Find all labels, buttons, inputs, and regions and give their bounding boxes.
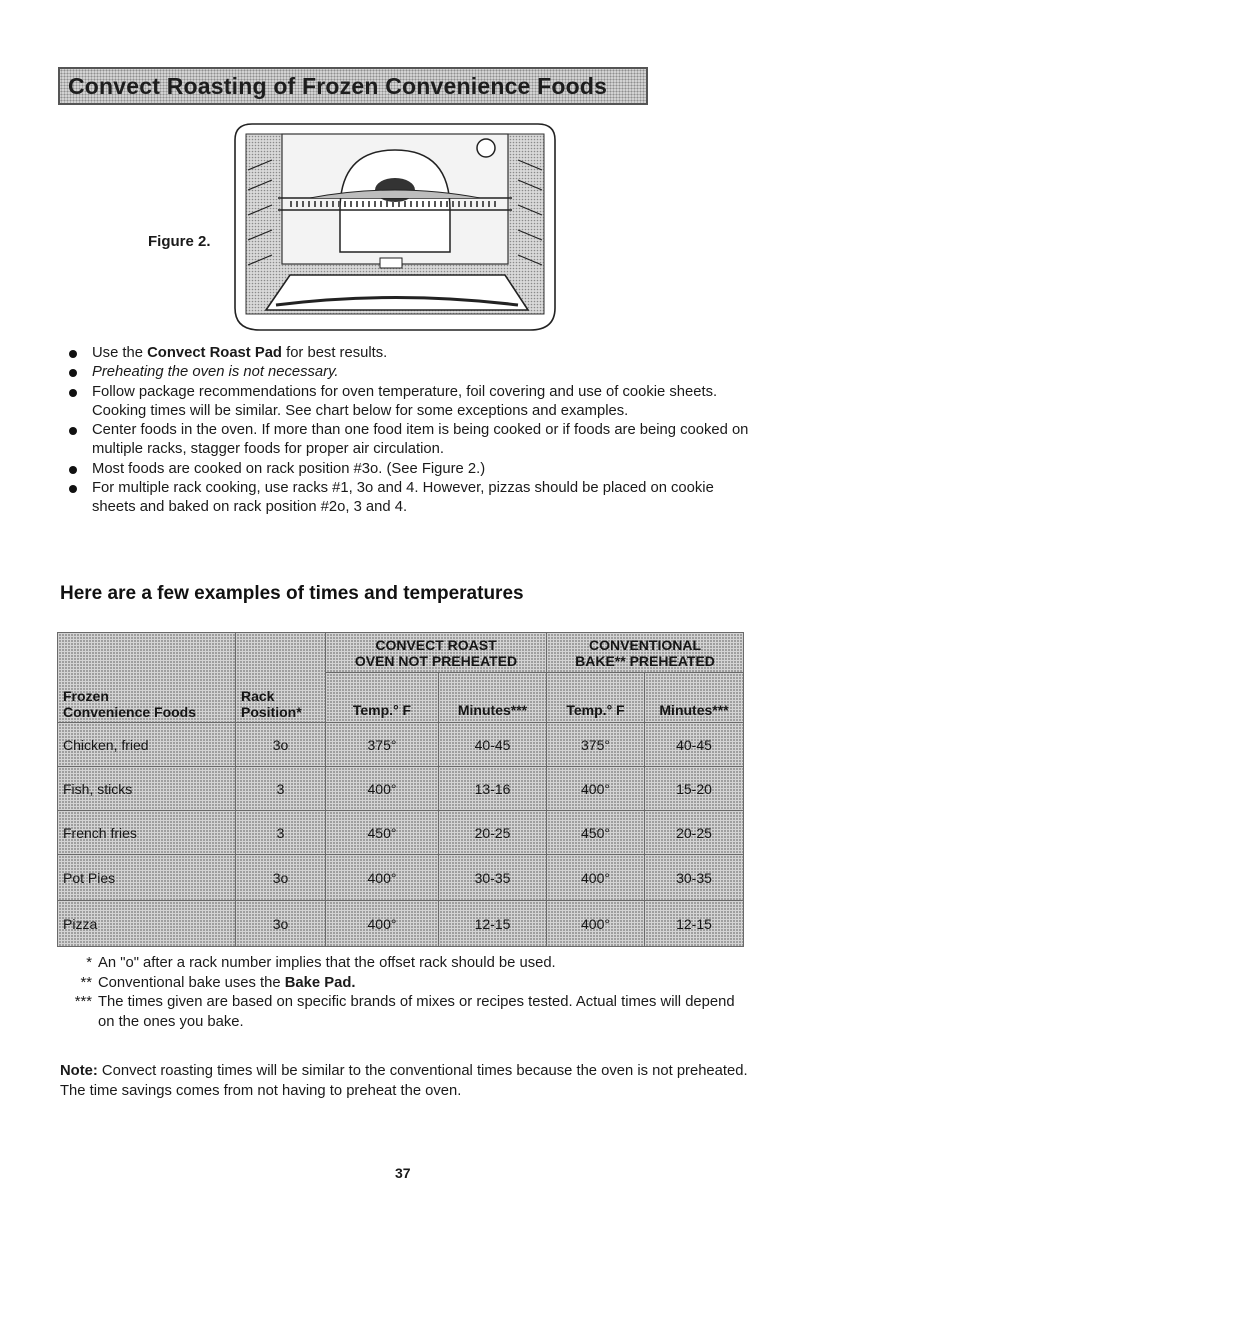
footnote-text: An "o" after a rack number implies that the offset rack should be used. [98, 955, 556, 971]
cell-minutes-conventional: 20-25 [645, 811, 744, 855]
bullet-item [62, 363, 752, 382]
cell-rack: 3o [236, 901, 326, 947]
note-paragraph [60, 1061, 750, 1101]
footnote [74, 974, 754, 994]
bullet-text: Preheating the oven is not necessary. [92, 364, 339, 381]
oven-figure [230, 120, 560, 335]
note-label: Note: [60, 1063, 98, 1079]
bullet-item [62, 421, 752, 460]
cell-food: Pot Pies [58, 855, 236, 901]
footnote-text: The times given are based on specific brands of mixes or recipes tested. Actual times will depend on the ones you bake. [98, 994, 735, 1030]
cell-food: French fries [58, 811, 236, 855]
header-rack: Rack Position* [236, 633, 326, 723]
page-number: 37 [395, 1165, 411, 1181]
cell-rack: 3o [236, 855, 326, 901]
cell-temp-conventional: 450° [547, 811, 645, 855]
page-title: Convect Roasting of Frozen Convenience Foods [68, 72, 608, 99]
cell-minutes-convect: 20-25 [439, 811, 547, 855]
note-text: Convect roasting times will be similar to the conventional times because the oven is not preheated. The time savings comes from not having to preheat the oven. [60, 1063, 748, 1099]
table-header-row [58, 633, 744, 673]
cell-rack: 3o [236, 723, 326, 767]
footnote [74, 954, 754, 974]
footnote-mark: * [86, 955, 92, 971]
bullet-dot-icon [69, 350, 77, 358]
header-food: Frozen Convenience Foods [58, 633, 236, 723]
cell-minutes-conventional: 12-15 [645, 901, 744, 947]
bullet-dot-icon [69, 389, 77, 397]
footnotes [74, 954, 754, 1032]
bullet-item [62, 460, 752, 479]
bullet-text: For multiple rack cooking, use racks #1, 3o and 4. However, pizzas should be placed on cookie sheets and baked on rack position #2o, 3 and 4. [92, 480, 714, 516]
table-row [58, 767, 744, 811]
cell-temp-convect: 375° [326, 723, 439, 767]
table-row [58, 811, 744, 855]
header-temp-convect: Temp.° F [326, 673, 439, 723]
cell-temp-conventional: 400° [547, 767, 645, 811]
instruction-list [62, 344, 752, 518]
header-minutes-convect: Minutes*** [439, 673, 547, 723]
footnote [74, 993, 754, 1032]
bullet-item [62, 479, 752, 518]
title-banner [58, 67, 648, 105]
bullet-dot-icon [69, 427, 77, 435]
cell-temp-convect: 400° [326, 901, 439, 947]
cell-minutes-convect: 40-45 [439, 723, 547, 767]
cell-rack: 3 [236, 767, 326, 811]
footnote-mark: ** [80, 974, 92, 991]
footnote-mark: *** [74, 994, 92, 1010]
cell-minutes-convect: 12-15 [439, 901, 547, 947]
header-temp-conventional: Temp.° F [547, 673, 645, 723]
bullet-item [62, 344, 752, 363]
bullet-dot-icon [69, 466, 77, 474]
header-conventional: CONVENTIONAL BAKE** PREHEATED [547, 633, 744, 673]
figure-label: Figure 2. [148, 233, 211, 250]
header-minutes-conventional: Minutes*** [645, 673, 744, 723]
bullet-dot-icon [69, 485, 77, 493]
table-row [58, 723, 744, 767]
cell-food: Fish, sticks [58, 767, 236, 811]
cell-food: Chicken, fried [58, 723, 236, 767]
cell-minutes-convect: 30-35 [439, 855, 547, 901]
cell-temp-conventional: 400° [547, 855, 645, 901]
cell-minutes-conventional: 40-45 [645, 723, 744, 767]
cell-minutes-convect: 13-16 [439, 767, 547, 811]
cell-temp-conventional: 400° [547, 901, 645, 947]
header-convect-roast: CONVECT ROAST OVEN NOT PREHEATED [326, 633, 547, 673]
bullet-text: Use the Convect Roast Pad for best results. [92, 345, 388, 361]
section-heading: Here are a few examples of times and temperatures [60, 583, 524, 604]
cell-temp-convect: 450° [326, 811, 439, 855]
bullet-item [62, 383, 752, 422]
cell-temp-convect: 400° [326, 767, 439, 811]
cell-minutes-conventional: 30-35 [645, 855, 744, 901]
cell-food: Pizza [58, 901, 236, 947]
bullet-text: Most foods are cooked on rack position #3o. (See Figure 2.) [92, 460, 486, 477]
bullet-text: Follow package recommendations for oven temperature, foil covering and use of cookie sheets. Cooking times will be similar. See chart below for some exceptions and examples. [92, 383, 718, 419]
cell-temp-conventional: 375° [547, 723, 645, 767]
table-row [58, 855, 744, 901]
cell-rack: 3 [236, 811, 326, 855]
times-temperatures-table [57, 632, 744, 947]
cell-temp-convect: 400° [326, 855, 439, 901]
cell-minutes-conventional: 15-20 [645, 767, 744, 811]
bullet-dot-icon [69, 369, 77, 377]
table-row [58, 901, 744, 947]
footnote-text: Conventional bake uses the Bake Pad. [98, 974, 356, 991]
bullet-text: Center foods in the oven. If more than one food item is being cooked or if foods are being cooked on multiple racks, stagger foods for proper air circulation. [92, 422, 749, 458]
